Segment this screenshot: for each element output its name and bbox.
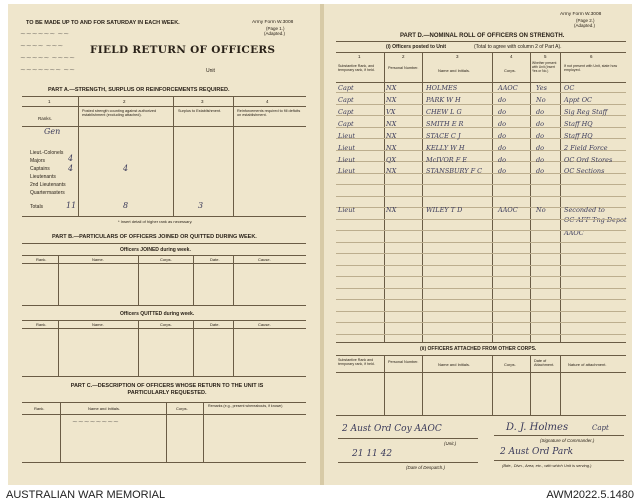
top-note: TO BE MADE UP TO AND FOR SATURDAY IN EACH WEEK. — [26, 20, 180, 26]
roll-name: CHEW L G — [426, 108, 462, 116]
roll-rank: Lieut — [338, 132, 356, 140]
d-col-3: 3 — [456, 54, 459, 59]
part-d-heading: PART D.—NOMINAL ROLL OF OFFICERS ON STRENGTH. — [400, 33, 565, 39]
quitted-corps-col: Corps. — [160, 322, 172, 327]
c-name-col: Name and Initials. — [88, 406, 121, 411]
roll-rank: Lieut — [338, 144, 356, 152]
roll-number: NX — [386, 96, 397, 104]
roll-present: do — [536, 156, 545, 164]
roll-employed: Appt OC — [564, 96, 592, 104]
unit-label: Unit — [206, 68, 215, 74]
pencil-struck-name: ~~~~~~~~ — [72, 418, 119, 426]
roll-rule-line — [336, 311, 626, 312]
roll-name: STANSBURY F C — [426, 167, 483, 175]
rank-lieut-colonels: Lieut.-Colonels — [30, 150, 64, 156]
roll-rule-line — [336, 242, 626, 243]
rank-footnote: * Insert detail of higher rank as necessary. — [118, 219, 193, 224]
roll-name: PARK W H — [426, 96, 461, 104]
ranks-header: Ranks. — [38, 116, 53, 121]
roll-number: NX — [386, 144, 397, 152]
roll-present: do — [536, 132, 545, 140]
roll-present: No — [536, 206, 546, 214]
roll-rule-line — [336, 92, 626, 93]
attached-title: (ii) OFFICERS ATTACHED FROM OTHER CORPS. — [420, 346, 537, 352]
roll-employed: OC Ord Stores — [564, 156, 613, 164]
joined-rank-col: Rank. — [36, 257, 47, 262]
roll-number: NX — [386, 132, 397, 140]
roll-rank: Capt — [338, 108, 354, 116]
joined-name-col: Name. — [92, 257, 104, 262]
roll-present: do — [536, 167, 545, 175]
roll-number: QX — [386, 156, 396, 164]
quitted-title: Officers QUITTED during week. — [120, 311, 195, 317]
roll-rank: Lieut — [338, 167, 356, 175]
rank-quartermasters: Quartermasters — [30, 190, 65, 196]
handwritten-ranks: Gen — [44, 127, 61, 136]
roll-rule-line — [336, 219, 626, 220]
left-page — [8, 4, 320, 485]
roll-employed: OC Sections — [564, 167, 605, 175]
att-nature-header: Nature of attachment. — [568, 362, 607, 367]
posted-subtitle: (Total to agree with column 2 of Part A). — [474, 44, 562, 50]
roll-present: Yes — [536, 84, 547, 92]
quitted-date-col: Date. — [210, 322, 220, 327]
army-form-label: Army Form W.3008 — [252, 20, 294, 25]
roll-number: VX — [386, 108, 396, 116]
form-title: FIELD RETURN OF OFFICERS — [90, 44, 276, 56]
roll-employed: Seconded to — [564, 206, 605, 214]
bde-divn-label: (Bde., Divn., Area, etc., with which Unit is serving.) — [502, 463, 592, 468]
roll-rule-line — [336, 276, 626, 277]
quitted-rank-col: Rank. — [36, 322, 47, 327]
roll-corps: AAOC — [498, 84, 518, 92]
unit-label-right: (Unit.) — [444, 441, 457, 446]
c-remarks-col: Remarks (e.g., present whereabouts, if known) — [208, 404, 283, 408]
part-b-heading: PART B.—PARTICULARS OF OFFICERS JOINED OR QUITTED DURING WEEK. — [52, 234, 257, 240]
commander-rank: Capt — [592, 424, 609, 432]
roll-number: NX — [386, 84, 397, 92]
roll-rule-line — [336, 299, 626, 300]
roll-rank: Lieut — [338, 156, 356, 164]
quitted-cause-col: Cause. — [258, 322, 271, 327]
handwritten-unit: 2 Aust Ord Coy AAOC — [342, 424, 442, 434]
commander-signature: D. J. Holmes — [506, 422, 569, 433]
reinforcements-header: Reinforcements required to fill deficits on establishment. — [237, 109, 301, 117]
pencil-notes-4: ~~~~~~~ ~~ — [20, 66, 76, 74]
roll-rule-line — [336, 253, 626, 254]
roll-employed: 2 Field Force — [564, 144, 608, 152]
d-col-6: 6 — [590, 54, 593, 59]
joined-corps-col: Corps. — [160, 257, 172, 262]
footer-accession: AWM2022.5.1480 — [546, 489, 634, 501]
roll-corps: do — [498, 132, 507, 140]
roll-rule-line — [336, 334, 626, 335]
roll-employed: Sig Reg Staff — [564, 108, 608, 116]
roll-present: No — [536, 96, 546, 104]
roll-rule-line — [336, 265, 626, 266]
pencil-notes: ~~~~~~ ~~ — [20, 30, 70, 38]
posted-title: (i) Officers posted to Unit — [386, 44, 446, 50]
rank-2nd-lieutenants: 2nd Lieutenants — [30, 182, 66, 188]
adapted-label: (Adapted.) — [264, 31, 286, 36]
roll-rank: Capt — [338, 84, 354, 92]
att-number-header: Personal Number. — [388, 360, 419, 364]
d-present-header: Whether present with Unit (Insert Yes or No.) — [532, 61, 557, 73]
adapted-label-right: (Adapted.) — [574, 23, 596, 28]
joined-cause-col: Cause. — [258, 257, 271, 262]
d-col-1: 1 — [358, 54, 361, 59]
roll-employed: Staff HQ — [564, 120, 593, 128]
roll-number: NX — [386, 120, 397, 128]
roll-name: KELLY W H — [426, 144, 465, 152]
d-employed-header: If not present with Unit, state how employed. — [564, 64, 618, 72]
pencil-notes-2: ~~~~ ~~~ — [20, 42, 64, 50]
roll-rule-line — [336, 196, 626, 197]
roll-present: do — [536, 120, 545, 128]
rank-captains: Captains — [30, 166, 50, 172]
d-col-5: 5 — [544, 54, 547, 59]
footer-institution: AUSTRALIAN WAR MEMORIAL — [6, 489, 166, 501]
roll-corps: AAOC — [498, 206, 518, 214]
c-rank-col: Rank. — [34, 406, 45, 411]
roll-employed: Staff HQ — [564, 132, 593, 140]
roll-corps: do — [498, 108, 507, 116]
page-number-right: (Page 2.) — [576, 18, 595, 23]
handwritten-date: 21 11 42 — [352, 449, 393, 459]
date-of-despatch-label: (Date of Despatch.) — [406, 465, 446, 470]
d-col-2: 2 — [402, 54, 405, 59]
roll-corps: do — [498, 156, 507, 164]
part-a-heading: PART A.—STRENGTH, SURPLUS OR REINFORCEMENTS REQUIRED. — [48, 87, 230, 93]
joined-title: Officers JOINED during week. — [120, 247, 191, 253]
roll-name: HOLMES — [426, 84, 458, 92]
roll-corps: do — [498, 144, 507, 152]
roll-rank: Capt — [338, 96, 354, 104]
handwritten-totals-posted: 8 — [123, 201, 129, 210]
roll-number: NX — [386, 167, 397, 175]
roll-rank: Capt — [338, 120, 354, 128]
note-tng-depot: OC AFF Tng Depot — [564, 216, 627, 224]
roll-name: SMITH E R — [426, 120, 464, 128]
roll-rank: Lieut — [338, 206, 356, 214]
roll-number: NX — [386, 206, 397, 214]
note-aaoc: AAOC — [564, 229, 584, 237]
part-c-heading: PART C.—DESCRIPTION OF OFFICERS WHOSE RETURN TO THE UNIT IS PARTICULARLY REQUESTED. — [70, 383, 264, 396]
roll-present: do — [536, 144, 545, 152]
totals-label: Totals — [30, 204, 44, 210]
handwritten-captains: 4 — [68, 164, 74, 173]
att-date-header: Date of Attachment. — [534, 359, 555, 367]
posted-strength-header: Posted strength counting against authorized establishment (excluding attached). — [82, 109, 157, 117]
roll-rule-line — [336, 230, 626, 231]
rank-lieutenants: Lieutenants — [30, 174, 56, 180]
att-rank-header: Substantive Rank and temporary rank, if held. — [338, 358, 375, 366]
joined-date-col: Date. — [210, 257, 220, 262]
d-rank-header: Substantive Rank, and temporary rank, if held. — [338, 64, 375, 72]
col-1-number: 1 — [48, 99, 51, 104]
roll-corps: do — [498, 167, 507, 175]
handwritten-posted-captains: 4 — [123, 164, 129, 173]
att-corps-header: Corps. — [504, 362, 516, 367]
roll-employed: OC — [564, 84, 575, 92]
handwritten-area: 2 Aust Ord Park — [500, 447, 574, 457]
att-name-header: Name and Initials. — [438, 362, 471, 367]
quitted-name-col: Name. — [92, 322, 104, 327]
handwritten-totals: 11 — [66, 201, 77, 210]
army-form-label-right: Army Form W.3008 — [560, 12, 602, 17]
roll-name: STACE C J — [426, 132, 461, 140]
roll-name: WILEY T D — [426, 206, 463, 214]
handwritten-totals-surplus: 3 — [198, 201, 204, 210]
rank-majors: Majors — [30, 158, 46, 164]
page-number: (Page 1.) — [266, 26, 285, 31]
handwritten-majors: 4 — [68, 154, 74, 163]
roll-name: McIVOR F E — [426, 156, 468, 164]
d-col-4: 4 — [510, 54, 513, 59]
roll-corps: do — [498, 96, 507, 104]
d-number-header: Personal Number. — [388, 66, 419, 70]
roll-rule-line — [336, 322, 626, 323]
roll-corps: do — [498, 120, 507, 128]
c-corps-col: Corps. — [176, 406, 188, 411]
surplus-header: Surplus to Establishment. — [178, 109, 222, 113]
right-page — [324, 4, 632, 485]
d-corps-header: Corps. — [504, 68, 516, 73]
roll-rule-line — [336, 288, 626, 289]
roll-present: do — [536, 108, 545, 116]
roll-rule-line — [336, 184, 626, 185]
col-2-number: 2 — [123, 99, 126, 104]
document-sheet — [8, 4, 632, 485]
pencil-notes-3: ~~~~~ ~~~~ — [20, 54, 76, 62]
d-name-header: Name and Initials. — [438, 68, 471, 73]
col-4-number: 4 — [266, 99, 269, 104]
col-3-number: 3 — [201, 99, 204, 104]
signature-commander-label: (Signature of Commander.) — [540, 438, 595, 443]
